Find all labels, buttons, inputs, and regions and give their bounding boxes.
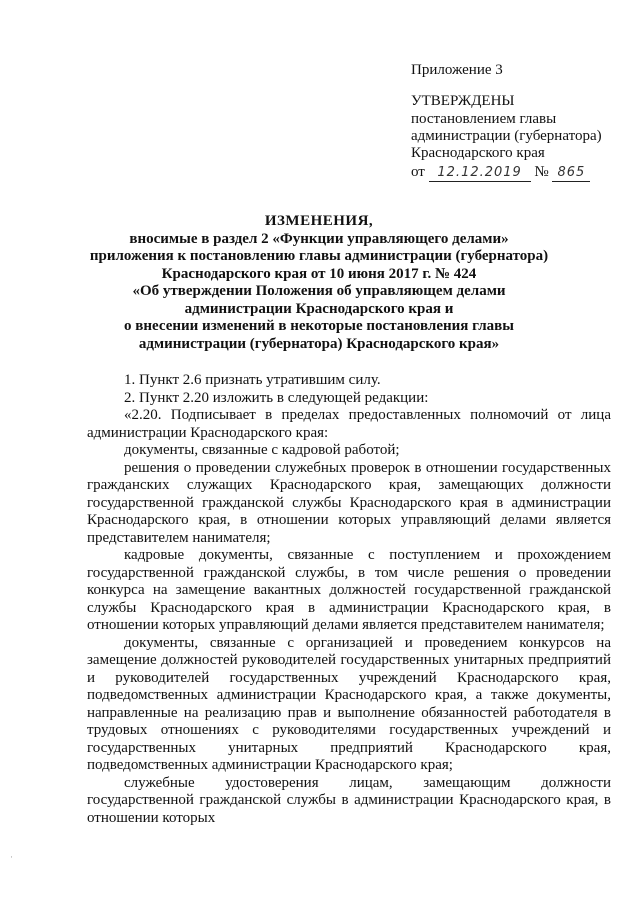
date-prefix: от: [411, 164, 425, 180]
heading-line: администрации (губернатора) Краснодарского края»: [138, 335, 500, 352]
approval-line: администрации (губернатора): [411, 128, 602, 144]
heading-line: о внесении изменений в некоторые постановления главы: [124, 318, 514, 334]
body-paragraph: кадровые документы, связанные с поступлением и прохождением государственной гражданской службы, в том числе решения о проведении конкурса на замещение вакантных должностей государственной гражданской службы Краснодарского края в администрации Краснодарского края, в отношении которых управляющий делами является представителем нанимателя;: [87, 547, 611, 633]
body-paragraph: 1. Пункт 2.6 признать утратившим силу.: [124, 372, 381, 388]
approval-line: постановлением главы: [411, 111, 557, 127]
body-paragraph: 2. Пункт 2.20 изложить в следующей редакции:: [124, 389, 429, 406]
approval-block: [411, 62, 626, 182]
heading-line: вносимые в раздел 2 «Функции управляющего делами»: [129, 230, 509, 247]
document-body: [87, 372, 611, 827]
margin-mark: ·: [10, 852, 13, 862]
heading-title: ИЗМЕНЕНИЯ,: [264, 213, 374, 229]
heading-line: Краснодарского края от 10 июня 2017 г. № 424: [161, 265, 477, 282]
body-paragraph: служебные удостоверения лицам, замещающим должности государственной гражданской службы в администрации Краснодарского края, в отношении которых: [87, 774, 611, 826]
body-paragraph: решения о проведении служебных проверок в отношении государственных гражданских служащих Краснодарского края, замещающих должности государственной гражданской службы Краснодарского края в администрации Краснодарского края, в отношении которых управляющий делами является представителем нанимателя;: [87, 459, 611, 546]
approval-date-line: [411, 164, 626, 182]
handwritten-number: 865: [552, 164, 590, 182]
heading-line: администрации Краснодарского края и: [184, 300, 454, 317]
body-paragraph: документы, связанные с кадровой работой;: [124, 442, 400, 458]
number-prefix: №: [534, 164, 549, 180]
document-heading: [88, 213, 550, 353]
heading-line: «Об утверждении Положения об управляющем делами: [132, 283, 506, 299]
approved-label: УТВЕРЖДЕНЫ: [411, 93, 515, 109]
appendix-label: Приложение 3: [411, 62, 503, 78]
body-paragraph: документы, связанные с организацией и проведением конкурсов на замещение должностей руководителей государственных унитарных предприятий и руководителей государственных учреждений Краснодарского края, подведомственных администрации Краснодарского края, а также документы, направленные на реализацию прав и выполнение обязанностей работодателя в трудовых отношениях с руководителями государственных учреждений и государственных унитарных предприятий Краснодарского края, подведомственных администрации Краснодарского края;: [87, 634, 611, 773]
handwritten-date: 12.12.2019: [429, 164, 531, 182]
approval-line: Краснодарского края: [411, 145, 545, 161]
heading-line: приложения к постановлению главы администрации (губернатора): [89, 248, 549, 264]
body-paragraph: «2.20. Подписывает в пределах предоставленных полномочий от лица администрации Краснодарского края:: [87, 407, 611, 441]
